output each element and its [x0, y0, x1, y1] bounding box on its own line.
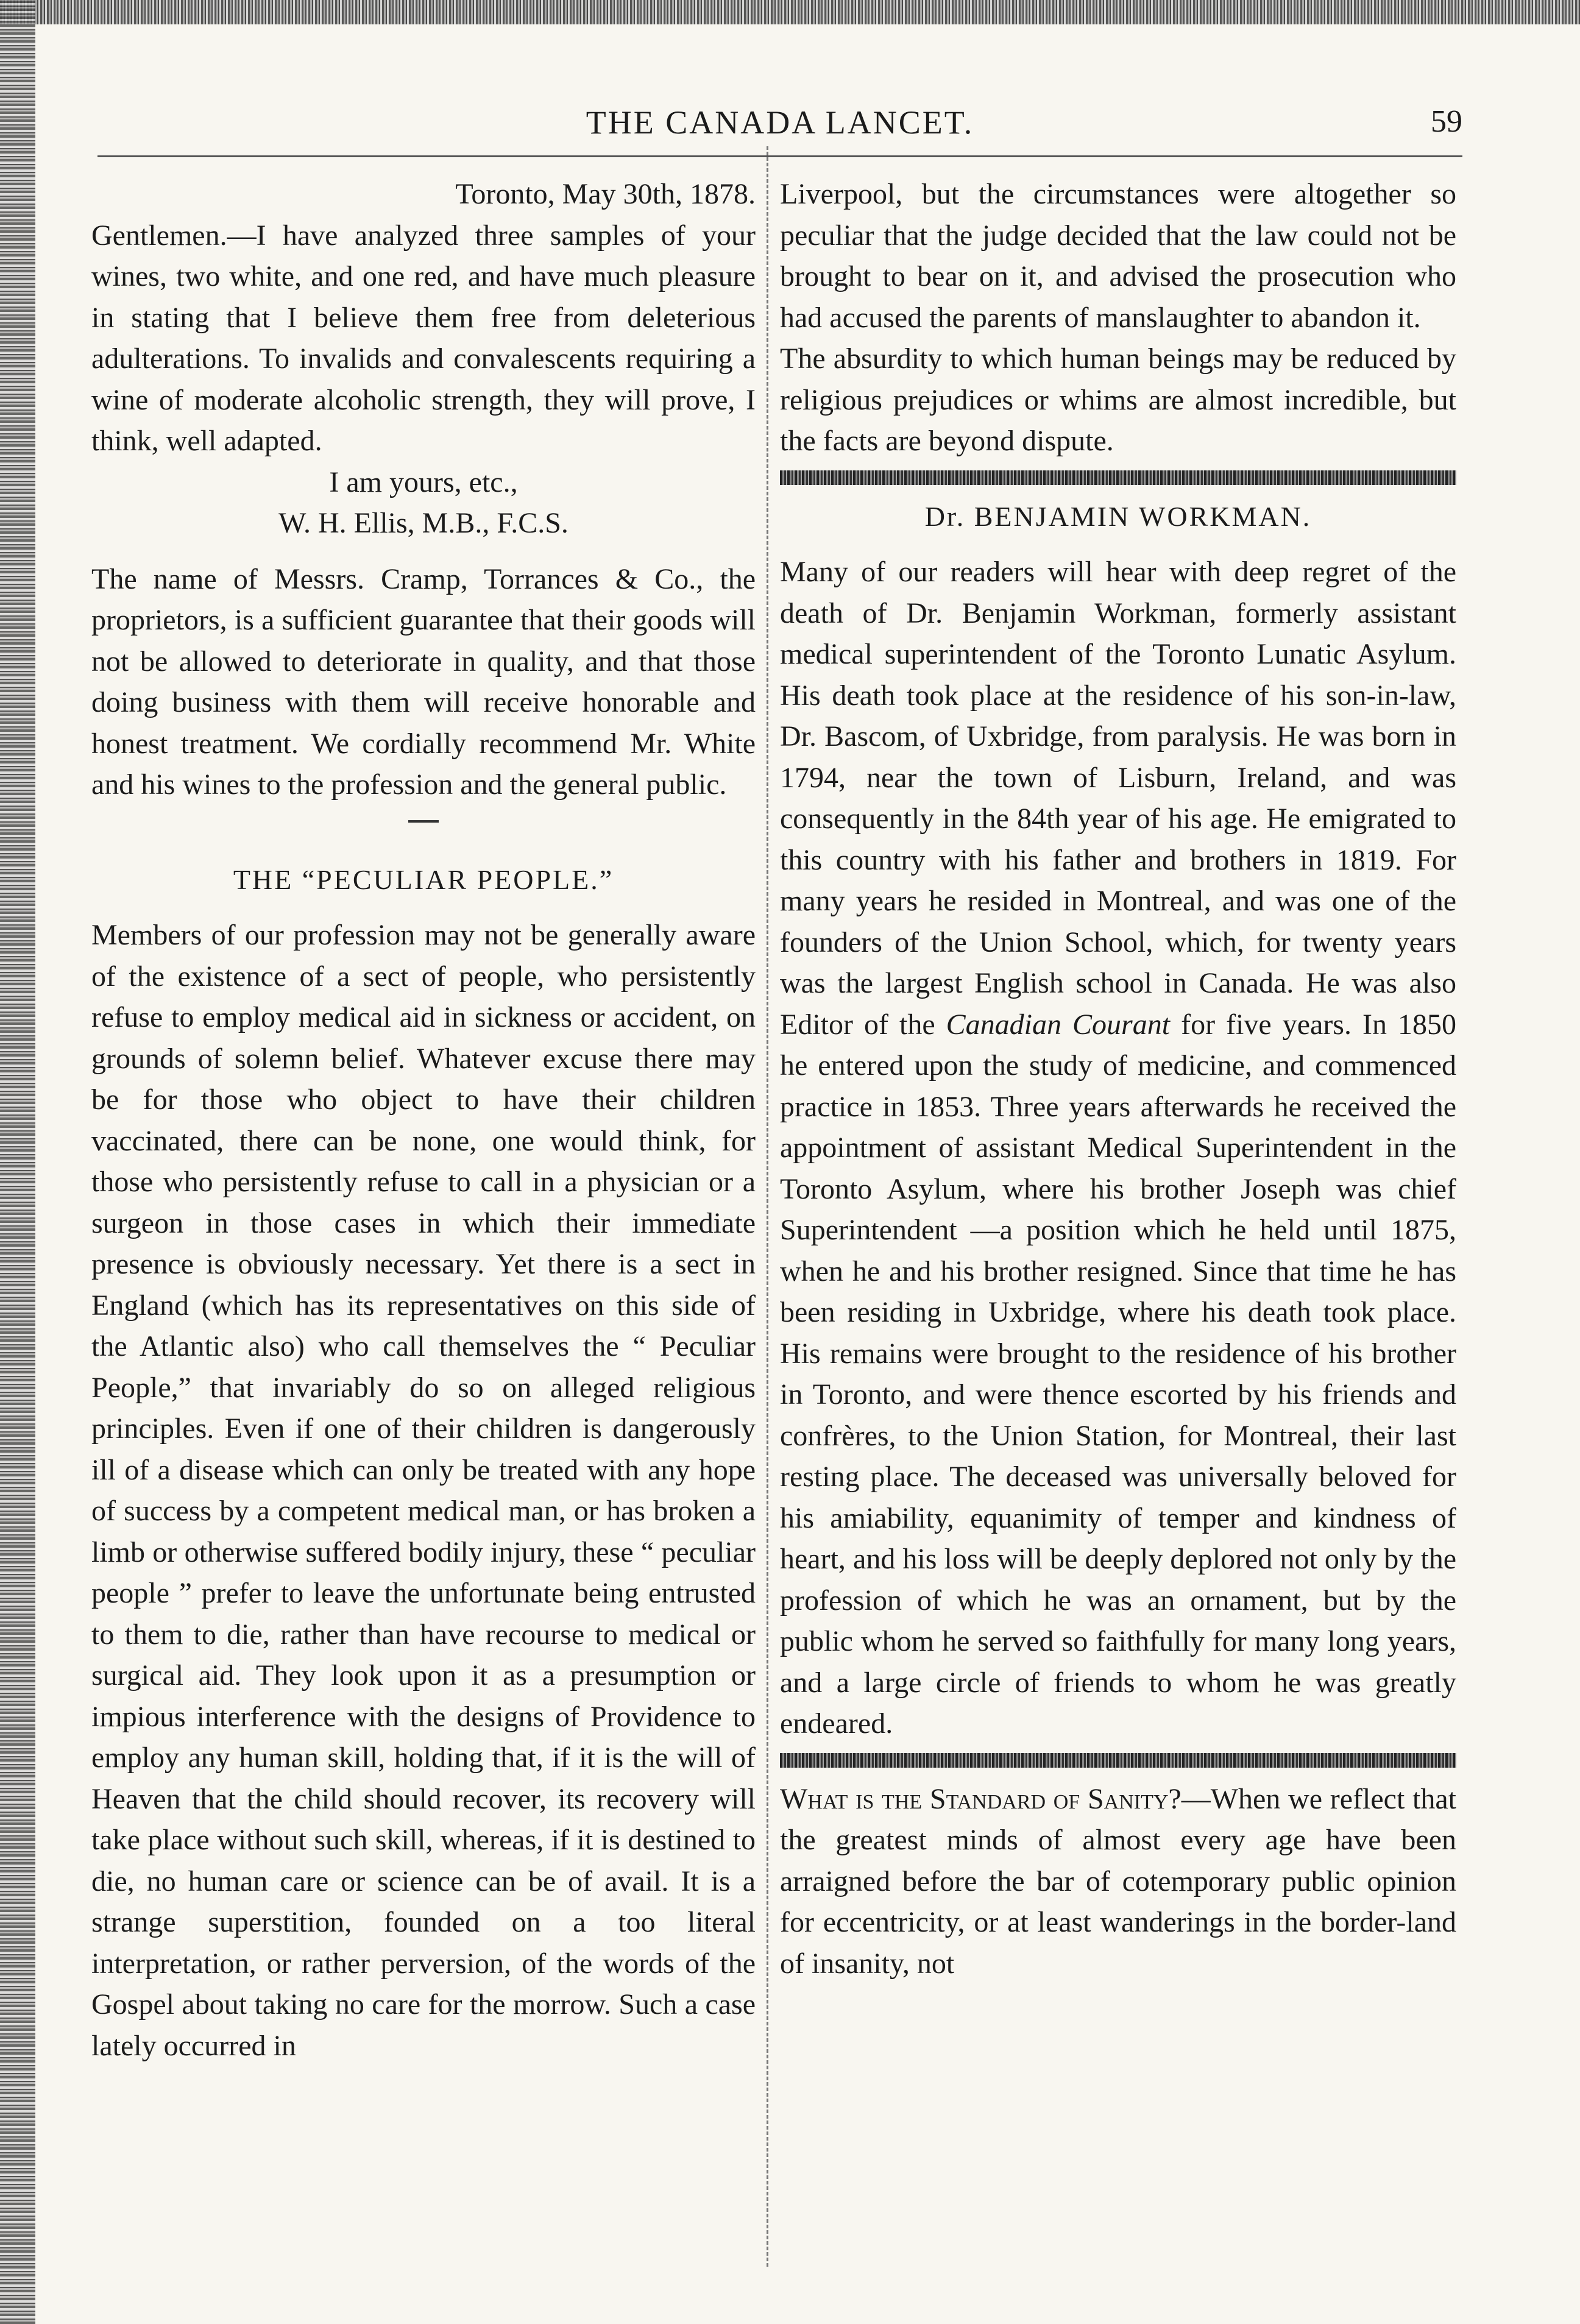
sanity-heading: What is the Standard of Sanity? [780, 1782, 1181, 1815]
letter-signature: W. H. Ellis, M.B., F.C.S. [278, 507, 569, 539]
continuation-paragraph: Liverpool, but the circumstances were altogether so peculiar that the judge decided that the law could not be brought to bear on it, and advised the prosecution who had accused the parents of manslaughter to abandon it. [780, 178, 1456, 334]
letter-date: Toronto, May 30th, 1878. [455, 178, 756, 210]
absurdity-paragraph: The absurdity to which human beings may be reduced by religious prejudices or whims are almost incredible, but the facts are beyond dispute. [780, 342, 1456, 457]
spacer [91, 900, 756, 915]
right-column [780, 174, 1456, 1984]
obituary-text-part-2: for five years. In 1850 he entered upon the study of medicine, and commenced practice in 1853. Three years afterwards he received the appointment of assistant Medical Superintendent in the Toronto Asylum, where his brother Joseph was chief Superintendent —a position which he held until 1875, when he and his brother resigned. Since that time he has been residing in Uxbridge, where his death took place. His remains were brought to the residence of his brother in Toronto, and were thence escorted by his friends and confrères, to the Union Station, for Montreal, their last resting place. The deceased was universally beloved for his amiability, equanimity of temper and kindness of heart, and his loss will be deeply deplored not only by the profession of which he was an ornament, but by the public whom he served so faithfully for many long years, and a large circle of friends to whom he was greatly endeared. [780, 1008, 1456, 1740]
header-rule [97, 155, 1462, 157]
obituary-paragraph [780, 551, 1456, 1745]
newspaper-title: Canadian Courant [946, 1008, 1171, 1041]
sanity-body: —When we reflect that the greatest minds of almost every age have been arraigned before the bar of cotemporary public opinion for eccentricity, or at least wanderings in the border-land of insanity, not [780, 1782, 1456, 1980]
section-heading-workman: Dr. BENJAMIN WORKMAN. [924, 500, 1312, 532]
letter-closing: I am yours, etc., [329, 466, 518, 498]
journal-title: THE CANADA LANCET. [586, 104, 974, 141]
letter-body: Gentlemen.—I have analyzed three samples of your wines, two white, and one red, and have much pleasure in stating that I believe them free from deleterious adulterations. To invalids and convalescents requiring a wine of moderate alcoholic strength, they will prove, I think, well adapted. [91, 219, 756, 457]
column-divider [767, 146, 768, 2267]
running-header [97, 104, 1462, 146]
section-dash [408, 820, 439, 823]
sanity-paragraph [780, 1779, 1456, 1985]
commentary-paragraph: The name of Messrs. Cramp, Torrances & Co., the proprietors, is a sufficient guarantee that their goods will not be allowed to deteriorate in quality, and that those doing business with them will receive honorable and honest treatment. We cordially recommend Mr. White and his wines to the profession and the general public. [91, 562, 756, 801]
section-heading-peculiar-people: THE “PECULIAR PEOPLE.” [233, 863, 614, 895]
ornament-rule [780, 1753, 1456, 1768]
scan-top-border [0, 0, 1580, 24]
scan-binding-edge [0, 0, 35, 2324]
spacer [91, 544, 756, 559]
left-column [91, 174, 756, 2066]
obituary-text-part-1: Many of our readers will hear with deep regret of the death of Dr. Benjamin Workman, formerly assistant medical superintendent of the Toronto Lunatic Asylum. His death took place at the residence of his son-in-law, Dr. Bascom, of Uxbridge, from paralysis. He was born in 1794, near the town of Lisburn, Ireland, and was consequently in the 84th year of his age. He emigrated to this country with his father and brothers in 1819. For many years he resided in Montreal, and was one of the founders of the Union School, which, for twenty years was the largest English school in Canada. He was also Editor of the [780, 556, 1456, 1041]
ornament-rule [780, 470, 1456, 485]
peculiar-people-body: Members of our profession may not be generally aware of the existence of a sect of people, who persistently refuse to employ medical aid in sickness or accident, on grounds of solemn belief. Whatever excuse there may be for those who object to have their children vaccinated, there can be none, one would think, for those who persistently refuse to call in a physician or a surgeon in those cases in which their immediate presence is obviously necessary. Yet there is a sect in England (which has its representatives on this side of the Atlantic also) who call themselves the “ Peculiar People,” that invariably do so on alleged religious principles. Even if one of their children is dangerously ill of a disease which can only be treated with any hope of success by a competent medical man, or has broken a limb or otherwise suffered bodily injury, these “ peculiar people ” prefer to leave the unfortunate being entrusted to them to die, rather than have recourse to medical or surgical aid. They look upon it as a presumption or impious interference with the designs of Providence to employ any human skill, holding that, if it is the will of Heaven that the child should recover, its recovery will take place without such skill, whereas, if it is destined to die, no human care or science can be of avail. It is a strange superstition, founded on a too literal interpretation, or rather perversion, of the words of the Gospel about taking no care for the morrow. Such a case lately occurred in [91, 919, 756, 2062]
page-number: 59 [1431, 104, 1462, 139]
spacer [780, 537, 1456, 551]
